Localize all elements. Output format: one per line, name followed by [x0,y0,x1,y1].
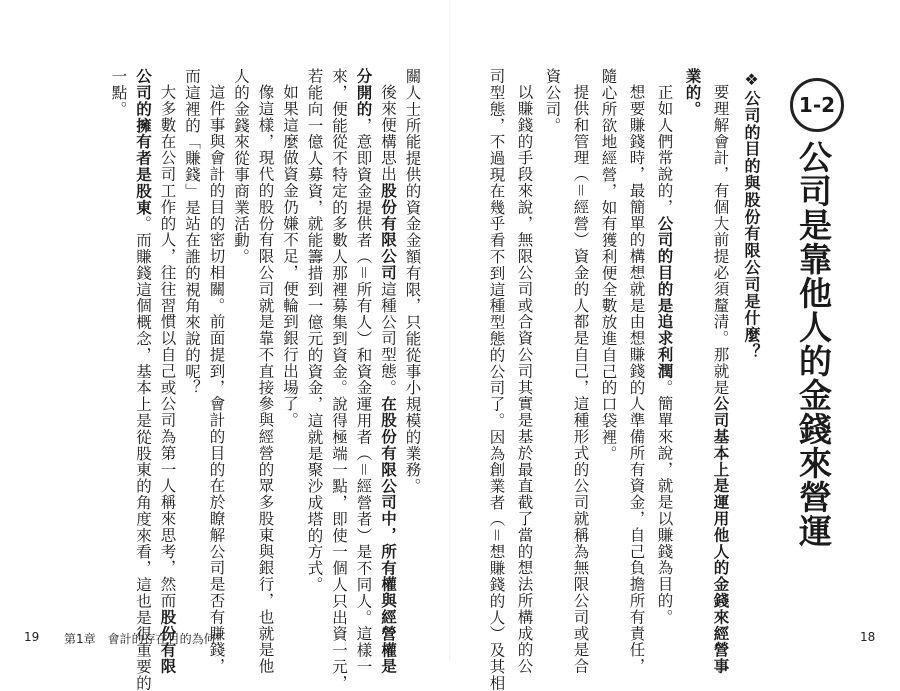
left-page-number: 19 [24,630,40,644]
left-page-line [159,84,175,674]
bold-text: 公司的目的是追求利潤 [655,215,674,380]
page-gutter [449,0,451,661]
right-page-line [572,84,588,674]
body-text: 以賺錢的手段來說，無限公司或合資公司其實是基於最直截了當的想法所構成的公 [515,84,534,675]
left-page-line [135,68,151,691]
right-page-number: 18 [860,630,876,644]
body-text: 人的金錢來從事商業活動。 [232,68,250,265]
body-text: 提供和管理（＝經營）資金的人都是自己，這種形式的公司就稱為無限公司或是合 [571,84,590,675]
body-text: 大多數在公司工作的人，往往習慣以自己或公司為第一人稱來思考，然而 [158,84,177,609]
left-page-line [331,68,347,691]
left-page-line [110,68,126,117]
right-page-line [684,68,700,117]
body-text: 隨心所欲地經營，如有獲利便全數放進自己的口袋裡。 [599,68,618,462]
bold-text: 公司的擁有者是股東 [134,68,152,216]
left-page-line [257,84,273,674]
left-page-line [184,68,200,396]
body-text: 後來便構思出 [379,84,397,183]
body-text: 資公司。 [543,68,562,134]
left-page-line [282,84,298,428]
bold-text: 公司基本上是運用他人的金錢來經營事 [711,395,730,675]
right-page-line [628,84,644,674]
right-page-line [656,84,672,625]
right-page-line [712,84,728,674]
body-text: 想要賺錢時，最簡單的構想就是由想賺錢的人準備所有資金，自己負擔所有責任， [627,84,646,675]
body-text: 若能向一億人募資，就能籌措到一億元的資金，這就是聚沙成塔的方式。 [305,68,324,593]
chapter-badge: 1-2 [790,78,844,132]
left-page-line [404,68,420,494]
bold-text: 分開的 [354,68,373,118]
body-text: 關人士所能提供的資金金額有限，只能從事小規模的業務。 [403,68,422,495]
left-page-line [355,68,371,675]
chapter-title: 公司是靠他人的金錢來營運 [794,140,833,548]
body-text: 這種公司型態。 [379,280,397,396]
body-text: ，意即資金提供者（＝所有人）和資金運用者（＝經營者）是不同人。這樣一 [354,117,373,675]
body-text: 。簡單來說，就是以賺錢為目的。 [655,379,674,626]
left-page-line [380,84,396,674]
body-text: 而這裡的「賺錢」是站在誰的視角來說的呢？ [183,68,201,396]
body-text: 司型態，不過現在幾乎看不到這種型態的公司了。因為創業者（＝想賺錢的人）及其相 [487,68,506,691]
body-text: 像這樣，現代的股份有限公司就是靠不直接參與經營的眾多股東與銀行，也就是他 [256,84,275,675]
body-text: 正如人們常說的， [655,84,674,216]
left-page-line [306,68,322,593]
bold-text: 在股份有限公司中，所有權與經營權是 [379,395,397,675]
body-text: 如果這麼做資金仍嫌不足，便輪到銀行出場了。 [281,84,299,429]
bold-text: 股份有限 [158,608,177,675]
bold-text: 業的。 [683,68,702,118]
right-page-line [600,68,616,462]
running-head: 第1章 會計的存在目的為何？ [64,632,228,646]
body-text: 。而賺錢這個概念，基本上是從股東的角度來看，這也是很重要的 [134,215,152,691]
left-page-line [208,84,224,674]
left-page-line [233,68,249,265]
body-text: 要理解會計，有個大前提必須釐清。那就是 [711,84,730,396]
bold-text: 股份有限公司 [379,182,397,281]
section-heading: ❖公司的目的與股份有限公司是什麼？ [742,70,761,361]
body-text: 一點。 [109,68,128,118]
body-text: 這件事與會計的目的密切相關。前面提到，會計的目的在於瞭解公司是否有賺錢， [207,84,226,675]
right-page-line [516,84,532,674]
body-text: 來，便能從不特定的多數人那裡募集到資金。說得極端一點，即使一個人只出資一元， [330,68,348,691]
right-page-line [544,68,560,134]
right-page-line [488,68,504,691]
